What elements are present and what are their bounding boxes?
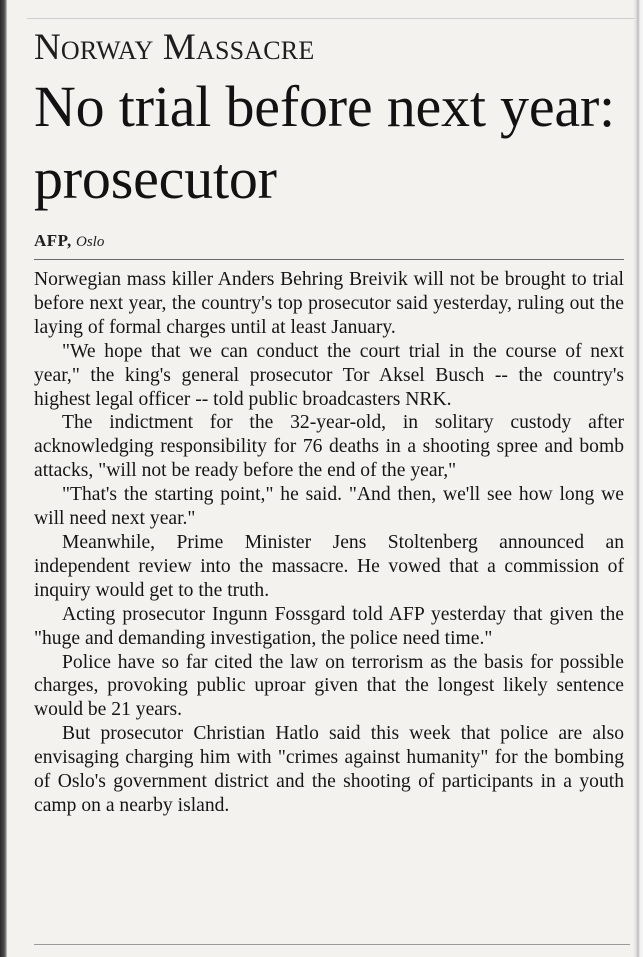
byline-agency: AFP, [34, 231, 72, 250]
footer-divider [34, 944, 630, 945]
scan-left-edge [0, 0, 7, 957]
article-paragraph: "That's the starting point," he said. "And then, we'll see how long we will need next year." [34, 484, 624, 530]
article-paragraph: "We hope that we can conduct the court trial in the course of next year," the king's general prosecutor Tor Aksel Busch -- the country's highest legal officer -- told public broadcasters NRK. [34, 340, 624, 410]
article-body [34, 268, 624, 818]
article-paragraph: Meanwhile, Prime Minister Jens Stoltenberg announced an independent review into the massacre. He vowed that a commission of inquiry would get to the truth. [34, 531, 624, 601]
scan-right-edge [633, 0, 643, 957]
section-kicker: Norway Massacre [34, 27, 315, 68]
byline [34, 230, 104, 253]
article-paragraph: Police have so far cited the law on terrorism as the basis for possible charges, provoking public uproar given that the longest likely sentence would be 21 years. [34, 651, 624, 721]
headline: No trial before next year: prosecutor [34, 74, 615, 211]
header-divider [34, 259, 624, 260]
article-paragraph: Acting prosecutor Ingunn Fossgard told AFP yesterday that given the "huge and demanding investigation, the police need time." [34, 603, 624, 649]
byline-location: Oslo [76, 234, 105, 250]
article-paragraph: Norwegian mass killer Anders Behring Breivik will not be brought to trial before next year, the country's top prosecutor said yesterday, ruling out the laying of formal charges until at least January. [34, 269, 624, 338]
top-divider [27, 18, 635, 19]
article-paragraph: But prosecutor Christian Hatlo said this week that police are also envisaging charging him with "crimes against humanity" for the bombing of Oslo's government district and the shooting of participants in a youth camp on a nearby island. [34, 723, 624, 816]
article-paragraph: The indictment for the 32-year-old, in solitary custody after acknowledging responsibility for 76 deaths in a shooting spree and bomb attacks, "will not be ready before the end of the year," [34, 412, 624, 482]
